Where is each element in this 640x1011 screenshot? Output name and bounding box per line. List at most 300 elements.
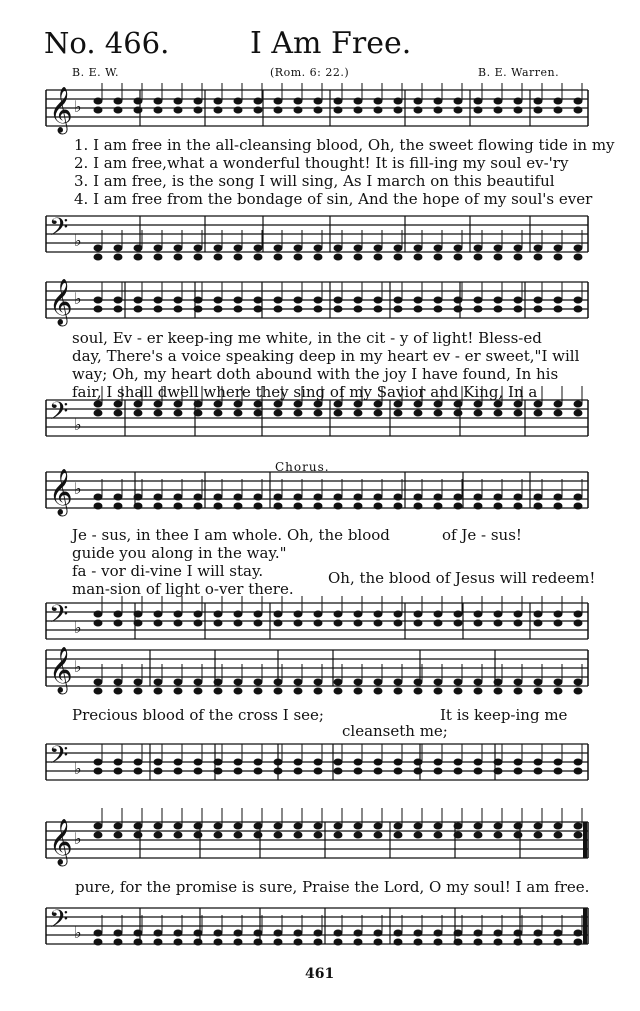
- note-head: [254, 306, 263, 313]
- note-head: [114, 679, 123, 686]
- note-head: [154, 98, 163, 105]
- flat-sign: ♭: [74, 759, 82, 778]
- note-head: [394, 410, 403, 417]
- note-head: [354, 410, 363, 417]
- note-head: [314, 611, 323, 618]
- note-head: [174, 832, 183, 839]
- note-head: [494, 939, 503, 946]
- verse-line: 2. I am free,what a wonderful thought! It is fill-ing my soul ev-'ry: [74, 154, 569, 172]
- scripture-reference: (Rom. 6: 22.): [270, 66, 350, 79]
- note-head: [434, 494, 443, 501]
- note-head: [334, 620, 343, 627]
- note-head: [554, 306, 563, 313]
- note-head: [314, 620, 323, 627]
- note-head: [134, 930, 143, 937]
- note-head: [234, 245, 243, 252]
- note-head: [534, 768, 543, 775]
- flat-sign: ♭: [74, 231, 82, 250]
- note-head: [394, 930, 403, 937]
- note-head: [454, 410, 463, 417]
- note-head: [214, 823, 223, 830]
- flat-sign: ♭: [74, 289, 82, 308]
- note-head: [254, 401, 263, 408]
- verse-line: fa - vor di-vine I will stay.: [72, 562, 264, 580]
- note-head: [534, 930, 543, 937]
- note-head: [94, 410, 103, 417]
- note-head: [354, 254, 363, 261]
- note-head: [554, 98, 563, 105]
- note-head: [454, 107, 463, 114]
- note-head: [554, 930, 563, 937]
- note-head: [414, 503, 423, 510]
- final-bar-line: [583, 908, 587, 944]
- note-head: [534, 679, 543, 686]
- note-head: [274, 620, 283, 627]
- note-head: [394, 494, 403, 501]
- note-head: [374, 107, 383, 114]
- note-head: [354, 620, 363, 627]
- note-head: [494, 759, 503, 766]
- note-head: [154, 823, 163, 830]
- note-head: [134, 98, 143, 105]
- note-head: [274, 401, 283, 408]
- note-head: [374, 930, 383, 937]
- note-head: [134, 401, 143, 408]
- note-head: [274, 494, 283, 501]
- note-head: [254, 254, 263, 261]
- note-head: [554, 401, 563, 408]
- note-head: [414, 930, 423, 937]
- chorus-line: Oh, the blood: [287, 526, 390, 544]
- note-head: [214, 245, 223, 252]
- note-head: [254, 930, 263, 937]
- note-head: [234, 494, 243, 501]
- note-head: [174, 930, 183, 937]
- note-head: [474, 107, 483, 114]
- note-head: [434, 930, 443, 937]
- note-head: [114, 620, 123, 627]
- note-head: [414, 768, 423, 775]
- note-head: [194, 823, 203, 830]
- note-head: [154, 939, 163, 946]
- note-head: [314, 98, 323, 105]
- note-head: [94, 620, 103, 627]
- note-head: [354, 503, 363, 510]
- note-head: [534, 620, 543, 627]
- note-head: [574, 245, 583, 252]
- note-head: [194, 611, 203, 618]
- note-head: [574, 768, 583, 775]
- treble-clef: 𝄞: [49, 647, 73, 693]
- note-head: [414, 823, 423, 830]
- note-head: [194, 768, 203, 775]
- note-head: [314, 759, 323, 766]
- note-head: [474, 768, 483, 775]
- note-head: [554, 688, 563, 695]
- note-head: [574, 611, 583, 618]
- note-head: [534, 297, 543, 304]
- note-head: [414, 306, 423, 313]
- note-head: [254, 939, 263, 946]
- note-head: [114, 494, 123, 501]
- note-head: [494, 620, 503, 627]
- composer-credit: B. E. Warren.: [478, 66, 560, 79]
- note-head: [194, 930, 203, 937]
- note-head: [294, 410, 303, 417]
- note-head: [474, 930, 483, 937]
- note-head: [454, 688, 463, 695]
- note-head: [574, 759, 583, 766]
- note-head: [474, 832, 483, 839]
- note-head: [414, 98, 423, 105]
- verse-line: man-sion of light o-ver there.: [72, 580, 294, 598]
- note-head: [214, 939, 223, 946]
- note-head: [234, 297, 243, 304]
- note-head: [514, 823, 523, 830]
- note-head: [394, 503, 403, 510]
- note-head: [154, 930, 163, 937]
- note-head: [234, 620, 243, 627]
- note-head: [174, 306, 183, 313]
- note-head: [154, 107, 163, 114]
- note-head: [494, 494, 503, 501]
- note-head: [514, 768, 523, 775]
- note-head: [314, 688, 323, 695]
- note-head: [474, 503, 483, 510]
- note-head: [314, 297, 323, 304]
- note-head: [314, 768, 323, 775]
- note-head: [394, 620, 403, 627]
- note-head: [454, 611, 463, 618]
- note-head: [174, 611, 183, 618]
- note-head: [94, 930, 103, 937]
- note-head: [114, 401, 123, 408]
- note-head: [354, 611, 363, 618]
- note-head: [354, 297, 363, 304]
- note-head: [394, 245, 403, 252]
- note-head: [374, 679, 383, 686]
- note-head: [94, 759, 103, 766]
- note-head: [454, 306, 463, 313]
- note-head: [154, 611, 163, 618]
- note-head: [154, 503, 163, 510]
- note-head: [534, 245, 543, 252]
- note-head: [474, 245, 483, 252]
- bass-clef: 𝄢: [49, 213, 69, 248]
- note-head: [254, 620, 263, 627]
- note-head: [274, 832, 283, 839]
- note-head: [234, 823, 243, 830]
- note-head: [494, 611, 503, 618]
- note-head: [414, 832, 423, 839]
- note-head: [494, 98, 503, 105]
- note-head: [174, 98, 183, 105]
- note-head: [194, 620, 203, 627]
- note-head: [194, 410, 203, 417]
- flat-sign: ♭: [74, 923, 82, 942]
- note-head: [514, 930, 523, 937]
- note-head: [494, 401, 503, 408]
- note-head: [134, 254, 143, 261]
- note-head: [434, 503, 443, 510]
- note-head: [354, 494, 363, 501]
- note-head: [194, 759, 203, 766]
- note-head: [574, 832, 583, 839]
- note-head: [134, 832, 143, 839]
- note-head: [514, 410, 523, 417]
- note-head: [394, 297, 403, 304]
- note-head: [434, 823, 443, 830]
- note-head: [394, 823, 403, 830]
- note-head: [514, 939, 523, 946]
- note-head: [214, 410, 223, 417]
- note-head: [414, 759, 423, 766]
- note-head: [174, 107, 183, 114]
- note-head: [474, 688, 483, 695]
- note-head: [414, 679, 423, 686]
- note-head: [114, 611, 123, 618]
- note-head: [434, 401, 443, 408]
- verse-line: fair, I shall dwell where they sing of my Savior and King, In a: [72, 383, 538, 401]
- note-head: [194, 306, 203, 313]
- note-head: [494, 823, 503, 830]
- note-head: [94, 98, 103, 105]
- note-head: [134, 620, 143, 627]
- note-head: [174, 254, 183, 261]
- note-head: [434, 620, 443, 627]
- note-head: [134, 503, 143, 510]
- note-head: [194, 254, 203, 261]
- note-head: [354, 832, 363, 839]
- note-head: [114, 503, 123, 510]
- note-head: [334, 410, 343, 417]
- note-head: [254, 494, 263, 501]
- bass-clef: 𝄢: [49, 905, 69, 940]
- note-head: [454, 494, 463, 501]
- note-head: [534, 254, 543, 261]
- note-head: [434, 98, 443, 105]
- note-head: [434, 688, 443, 695]
- chorus-line: of Je - sus!: [442, 526, 522, 544]
- note-head: [554, 759, 563, 766]
- note-head: [134, 611, 143, 618]
- note-head: [194, 494, 203, 501]
- note-head: [414, 939, 423, 946]
- note-head: [514, 679, 523, 686]
- verse-line: Je - sus, in thee I am whole.: [72, 526, 283, 544]
- note-head: [514, 611, 523, 618]
- note-head: [354, 688, 363, 695]
- note-head: [474, 401, 483, 408]
- note-head: [134, 759, 143, 766]
- note-head: [534, 107, 543, 114]
- note-head: [434, 297, 443, 304]
- chorus-line: Precious blood of the cross I see;: [72, 706, 324, 724]
- note-head: [374, 410, 383, 417]
- note-head: [474, 254, 483, 261]
- note-head: [574, 620, 583, 627]
- note-head: [394, 401, 403, 408]
- note-head: [354, 939, 363, 946]
- note-head: [294, 401, 303, 408]
- note-head: [514, 297, 523, 304]
- note-head: [374, 401, 383, 408]
- page-number: 461: [305, 966, 335, 982]
- note-head: [94, 401, 103, 408]
- note-head: [294, 620, 303, 627]
- note-head: [534, 823, 543, 830]
- note-head: [554, 297, 563, 304]
- chorus-line: It is keep-ing me: [440, 706, 568, 724]
- note-head: [94, 611, 103, 618]
- note-head: [474, 297, 483, 304]
- note-head: [114, 245, 123, 252]
- note-head: [194, 679, 203, 686]
- verse-line: way; Oh, my heart doth abound with the joy I have found, In his: [72, 365, 559, 383]
- note-head: [194, 245, 203, 252]
- note-head: [154, 688, 163, 695]
- note-head: [434, 410, 443, 417]
- note-head: [374, 503, 383, 510]
- note-head: [254, 107, 263, 114]
- note-head: [354, 245, 363, 252]
- note-head: [254, 688, 263, 695]
- note-head: [194, 503, 203, 510]
- note-head: [134, 679, 143, 686]
- note-head: [374, 939, 383, 946]
- note-head: [234, 401, 243, 408]
- note-head: [574, 939, 583, 946]
- note-head: [354, 401, 363, 408]
- flat-sign: ♭: [74, 657, 82, 676]
- note-head: [574, 98, 583, 105]
- note-head: [554, 107, 563, 114]
- note-head: [174, 768, 183, 775]
- bass-clef: 𝄢: [49, 397, 69, 432]
- note-head: [274, 759, 283, 766]
- verse-line: day, There's a voice speaking deep in my heart ev - er sweet,"I will: [72, 347, 580, 365]
- note-head: [234, 306, 243, 313]
- note-head: [174, 679, 183, 686]
- note-head: [234, 98, 243, 105]
- note-head: [294, 688, 303, 695]
- note-head: [414, 107, 423, 114]
- note-head: [434, 611, 443, 618]
- note-head: [94, 768, 103, 775]
- note-head: [574, 494, 583, 501]
- note-head: [214, 679, 223, 686]
- note-head: [374, 688, 383, 695]
- note-head: [154, 401, 163, 408]
- note-head: [254, 611, 263, 618]
- note-head: [234, 254, 243, 261]
- note-head: [214, 620, 223, 627]
- note-head: [314, 254, 323, 261]
- note-head: [94, 823, 103, 830]
- note-head: [414, 410, 423, 417]
- note-head: [334, 494, 343, 501]
- note-head: [494, 306, 503, 313]
- note-head: [274, 410, 283, 417]
- note-head: [554, 611, 563, 618]
- note-head: [134, 494, 143, 501]
- note-head: [514, 98, 523, 105]
- note-head: [314, 107, 323, 114]
- note-head: [554, 254, 563, 261]
- note-head: [454, 503, 463, 510]
- note-head: [334, 768, 343, 775]
- note-head: [454, 768, 463, 775]
- note-head: [114, 688, 123, 695]
- note-head: [94, 245, 103, 252]
- note-head: [114, 254, 123, 261]
- note-head: [454, 245, 463, 252]
- note-head: [294, 823, 303, 830]
- note-head: [334, 930, 343, 937]
- note-head: [294, 297, 303, 304]
- note-head: [234, 688, 243, 695]
- note-head: [574, 254, 583, 261]
- note-head: [474, 823, 483, 830]
- note-head: [174, 297, 183, 304]
- note-head: [254, 245, 263, 252]
- note-head: [574, 503, 583, 510]
- verse-line: 4. I am free from the bondage of sin, And the hope of my soul's ever: [74, 190, 593, 208]
- note-head: [534, 832, 543, 839]
- note-head: [94, 297, 103, 304]
- note-head: [194, 939, 203, 946]
- note-head: [114, 410, 123, 417]
- note-head: [154, 768, 163, 775]
- note-head: [214, 98, 223, 105]
- note-head: [334, 688, 343, 695]
- note-head: [94, 688, 103, 695]
- note-head: [534, 611, 543, 618]
- author-credit: B. E. W.: [72, 66, 119, 79]
- note-head: [554, 410, 563, 417]
- note-head: [294, 768, 303, 775]
- chorus-line: Oh, the blood of Jesus will redeem!: [328, 569, 596, 587]
- note-head: [334, 611, 343, 618]
- note-head: [234, 503, 243, 510]
- bass-clef: 𝄢: [49, 600, 69, 635]
- note-head: [274, 98, 283, 105]
- note-head: [434, 245, 443, 252]
- note-head: [94, 832, 103, 839]
- note-head: [514, 832, 523, 839]
- note-head: [514, 254, 523, 261]
- note-head: [154, 245, 163, 252]
- note-head: [314, 679, 323, 686]
- note-head: [574, 401, 583, 408]
- note-head: [574, 306, 583, 313]
- note-head: [434, 939, 443, 946]
- note-head: [394, 939, 403, 946]
- note-head: [414, 254, 423, 261]
- note-head: [394, 679, 403, 686]
- note-head: [274, 939, 283, 946]
- note-head: [374, 306, 383, 313]
- note-head: [534, 410, 543, 417]
- note-head: [334, 939, 343, 946]
- note-head: [174, 939, 183, 946]
- note-head: [334, 823, 343, 830]
- note-head: [234, 679, 243, 686]
- note-head: [374, 823, 383, 830]
- note-head: [334, 832, 343, 839]
- note-head: [534, 401, 543, 408]
- note-head: [154, 832, 163, 839]
